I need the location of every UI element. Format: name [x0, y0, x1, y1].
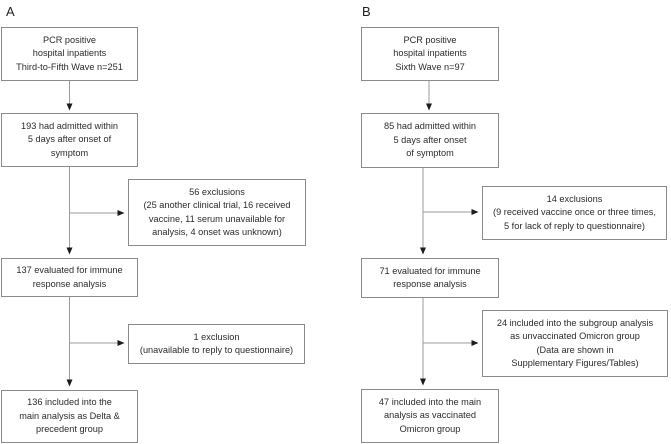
box-line: response analysis: [393, 279, 467, 289]
box-line: 71 evaluated for immune: [379, 265, 481, 276]
box-line: main analysis as Delta &: [19, 410, 120, 421]
box-line: 136 included into the: [27, 397, 112, 408]
box-line: 56 exclusions: [189, 186, 245, 197]
box-b-admitted-within-5-days: [361, 113, 499, 168]
box-line: (Data are shown in: [536, 344, 614, 355]
box-b-main-analysis-omicron-group: [361, 389, 499, 443]
box-line: 137 evaluated for immune: [16, 265, 123, 276]
box-b-subgroup-analysis: [482, 310, 668, 377]
box-a-main-analysis-delta-group: [1, 390, 138, 443]
box-a-evaluated-immune-response: [1, 258, 138, 297]
box-line: 14 exclusions: [546, 193, 603, 204]
box-a-enrollment: [1, 27, 138, 81]
box-line: analysis as vaccinated: [384, 410, 476, 421]
box-line: PCR positive: [403, 34, 457, 45]
box-line: PCR positive: [42, 34, 97, 45]
box-a-admitted-within-5-days: [1, 113, 138, 167]
box-line: vaccine, 11 serum unavailable for: [148, 213, 286, 224]
box-line: precedent group: [36, 424, 103, 435]
box-line: Sixth Wave n=97: [395, 61, 465, 72]
box-line: hospital inpatients: [393, 48, 467, 59]
box-line: (25 another clinical trial, 16 received: [143, 200, 291, 211]
box-line: 193 had admitted within: [20, 120, 119, 131]
panel-b-label: B: [362, 4, 371, 19]
box-a-exclusions-1: [128, 179, 306, 246]
box-line: 5 days after onset of: [27, 134, 112, 145]
box-line: hospital inpatients: [32, 48, 107, 59]
box-line: analysis, 4 onset was unknown): [152, 226, 282, 237]
box-line: (unavailable to reply to questionnaire): [139, 345, 294, 355]
box-line: response analysis: [32, 278, 107, 289]
box-line: 24 included into the subgroup analysis: [496, 317, 654, 328]
box-line: symptom: [50, 147, 89, 158]
panel-a-label: A: [6, 4, 15, 19]
box-line: as unvaccinated Omicron group: [510, 331, 640, 342]
box-line: 85 had admitted within: [384, 121, 476, 132]
box-line: 5 days after onset: [393, 134, 467, 145]
box-b-enrollment: [361, 27, 499, 81]
box-line: (9 received vaccine once or three times,: [493, 207, 656, 218]
box-line: Omicron group: [399, 423, 461, 434]
box-line: 5 for lack of reply to questionnaire): [504, 220, 645, 231]
box-b-evaluated-immune-response: [361, 258, 499, 298]
box-line: Supplementary Figures/Tables): [511, 357, 639, 368]
box-a-exclusion-questionnaire: [128, 324, 305, 364]
box-b-exclusions-1: [482, 186, 667, 240]
box-line: Third-to-Fifth Wave n=251: [16, 61, 123, 72]
box-line: 47 included into the main: [378, 396, 482, 407]
box-line: of symptom: [406, 148, 454, 159]
box-line: 1 exclusion: [193, 331, 240, 342]
